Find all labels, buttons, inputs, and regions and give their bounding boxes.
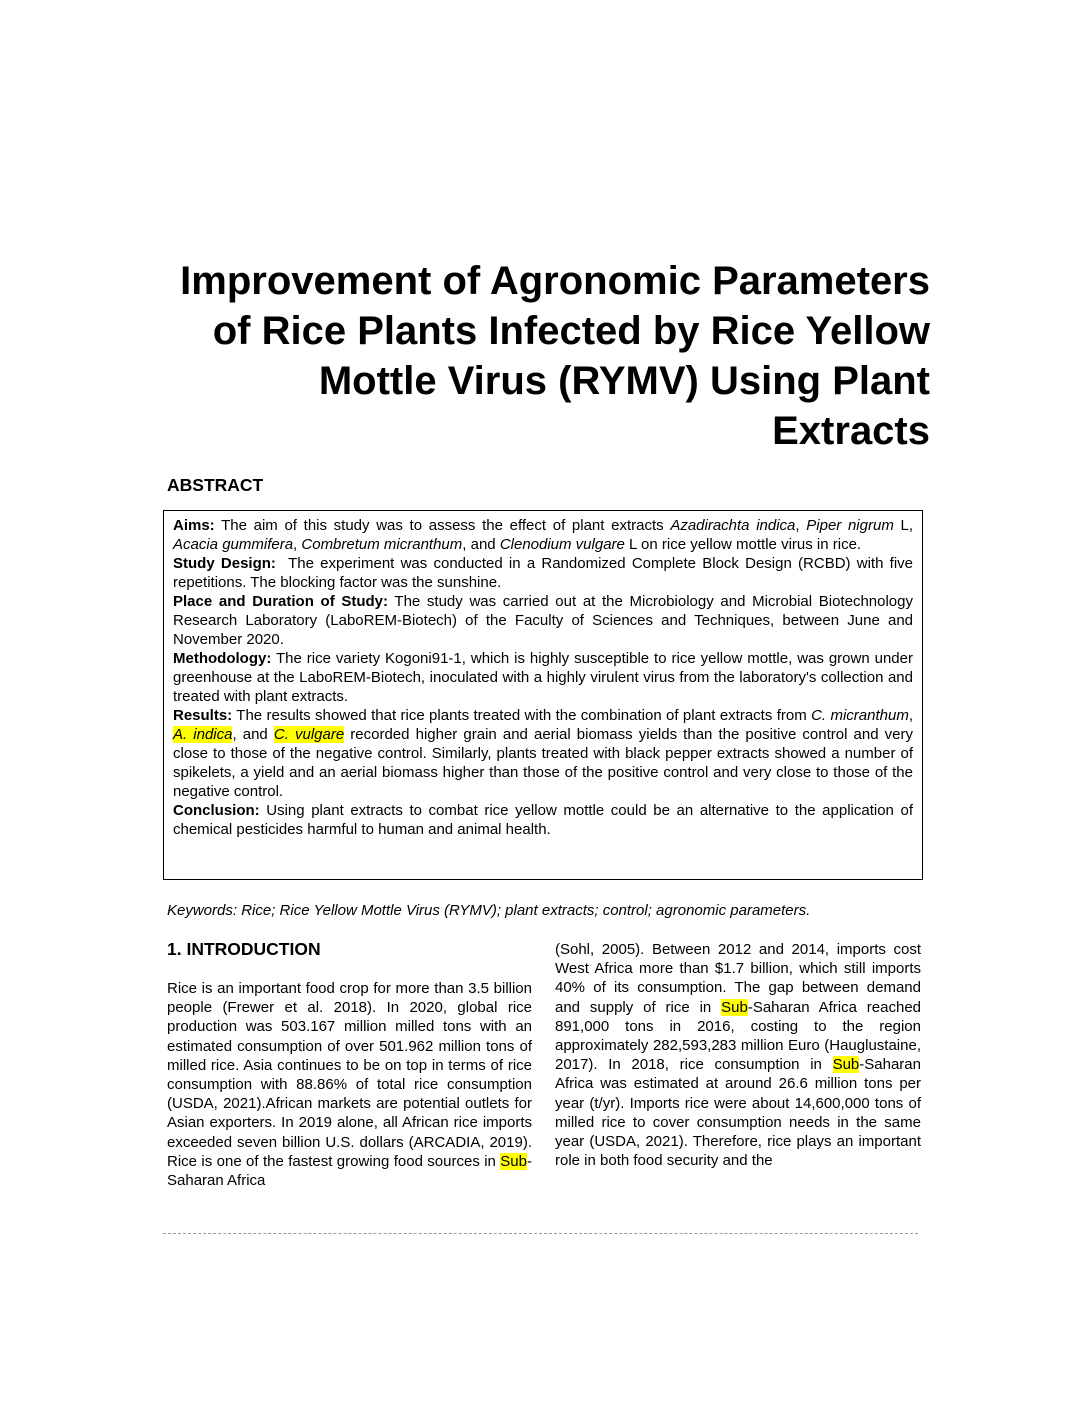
introduction-heading: 1. INTRODUCTION bbox=[167, 939, 321, 959]
paragraph-text: (Sohl, 2005). Between 2012 and 2014, imports cost West Africa more than $1.7 billion, which still imports 40% of its consumption. The gap between demand and supply of rice in bbox=[555, 941, 921, 1016]
results-label: Results: bbox=[173, 707, 233, 724]
paper-title: Improvement of Agronomic Parameters of Rice Plants Infected by Rice Yellow Mottle Virus (RYMV) Using Plant Extracts bbox=[180, 259, 930, 453]
highlighted-text: Sub bbox=[832, 1056, 860, 1074]
species-name: Acacia gummifera bbox=[173, 536, 294, 553]
conclusion-label: Conclusion: bbox=[173, 802, 260, 819]
aims-separator: , bbox=[293, 536, 302, 553]
results-text: recorded higher grain and aerial biomass yields than the positive control and very close to those of the negative control. Similarly, plants treated with black pepper extracts showed a number of spikelets, a yield and an aerial biomass higher than those of the positive control and very close to those of the negative control. bbox=[173, 726, 913, 800]
abstract-place-duration bbox=[173, 592, 913, 649]
introduction-right-column bbox=[555, 940, 921, 1170]
abstract-aims bbox=[173, 516, 913, 554]
methodology-text: The rice variety Kogoni91-1, which is highly susceptible to rice yellow mottle, was grown under greenhouse at the LaboREM-Biotech, inoculated with a highly virulent virus from the laboratory's collection and treated with plant extracts. bbox=[173, 650, 913, 705]
aims-separator: , and bbox=[462, 536, 500, 553]
results-separator: , bbox=[908, 707, 913, 724]
abstract-heading: ABSTRACT bbox=[167, 475, 264, 495]
highlighted-species-name: C. vulgare bbox=[273, 726, 345, 743]
abstract-methodology bbox=[173, 649, 913, 706]
species-name: C. micranthum bbox=[811, 707, 909, 724]
keywords: Keywords: Rice; Rice Yellow Mottle Virus (RYMV); plant extracts; control; agronomic parameters. bbox=[167, 902, 811, 919]
paragraph-text: -Saharan Africa was estimated at around 26.6 million tons per year (t/yr). Imports rice were about 14,600,000 tons of milled rice to cover consumption needs in the same year (USDA, 2021). Therefore, rice plays an important role in both food security and the bbox=[555, 1056, 921, 1170]
place-duration-label: Place and Duration of Study: bbox=[173, 593, 389, 610]
aims-text: L on rice yellow mottle virus in rice. bbox=[624, 536, 862, 553]
species-name: Combretum micranthum bbox=[301, 536, 463, 553]
species-name: Azadirachta indica bbox=[670, 517, 796, 534]
introduction-paragraph bbox=[555, 940, 921, 1170]
paragraph-text: -Saharan Africa reached 891,000 tons in 2016, costing to the region approximately 282,593,283 million Euro (Hauglustaine, 2017). In 2018, rice consumption in bbox=[555, 998, 922, 1074]
highlighted-species-name: A. indica bbox=[173, 726, 233, 743]
abstract-conclusion bbox=[173, 801, 913, 839]
introduction-paragraph bbox=[167, 979, 532, 1190]
paragraph-text: -Saharan Africa bbox=[167, 1152, 532, 1190]
results-separator: , and bbox=[232, 726, 274, 743]
species-name: Piper nigrum bbox=[806, 517, 894, 534]
aims-separator: , bbox=[795, 517, 807, 534]
footer-divider bbox=[163, 1233, 918, 1234]
aims-label: Aims: bbox=[173, 517, 215, 534]
highlighted-text: Sub bbox=[721, 998, 748, 1016]
study-design-label: Study Design: bbox=[173, 555, 276, 572]
place-duration-text: The study was carried out at the Microbiology and Microbial Biotechnology Research Laboratory (LaboREM-Biotech) of the Faculty of Sciences and Techniques, between June and November 2020. bbox=[173, 593, 913, 648]
results-text: The results showed that rice plants treated with the combination of plant extracts from bbox=[232, 707, 812, 724]
aims-separator: L, bbox=[893, 517, 913, 534]
conclusion-text: Using plant extracts to combat rice yellow mottle could be an alternative to the application of chemical pesticides harmful to human and animal health. bbox=[173, 802, 913, 838]
aims-text: The aim of this study was to assess the effect of plant extracts bbox=[214, 517, 671, 534]
abstract-box bbox=[163, 510, 923, 880]
abstract-results bbox=[173, 706, 913, 801]
highlighted-text: Sub bbox=[500, 1152, 527, 1170]
paragraph-text: Rice is an important food crop for more than 3.5 billion people (Frewer et al. 2018). In 2020, global rice production was 503.167 million milled tons with an estimated consumption of over 501.962 million tons of milled rice. Asia continues to be on top in terms of rice consumption with 88.86% of total rice consumption (USDA, 2021).African markets are potential outlets for Asian exporters. In 2019 alone, all African rice imports exceeded seven billion U.S. dollars (ARCADIA, 2019). Rice is one of the fastest growing food sources in bbox=[167, 980, 532, 1170]
species-name: Clenodium vulgare bbox=[499, 536, 625, 553]
abstract-study-design bbox=[173, 554, 918, 592]
introduction-left-column bbox=[167, 979, 532, 1190]
study-design-text: The experiment was conducted in a Randomized Complete Block Design (RCBD) with five repetitions. The blocking factor was the sunshine. bbox=[173, 555, 918, 591]
methodology-label: Methodology: bbox=[173, 650, 272, 667]
